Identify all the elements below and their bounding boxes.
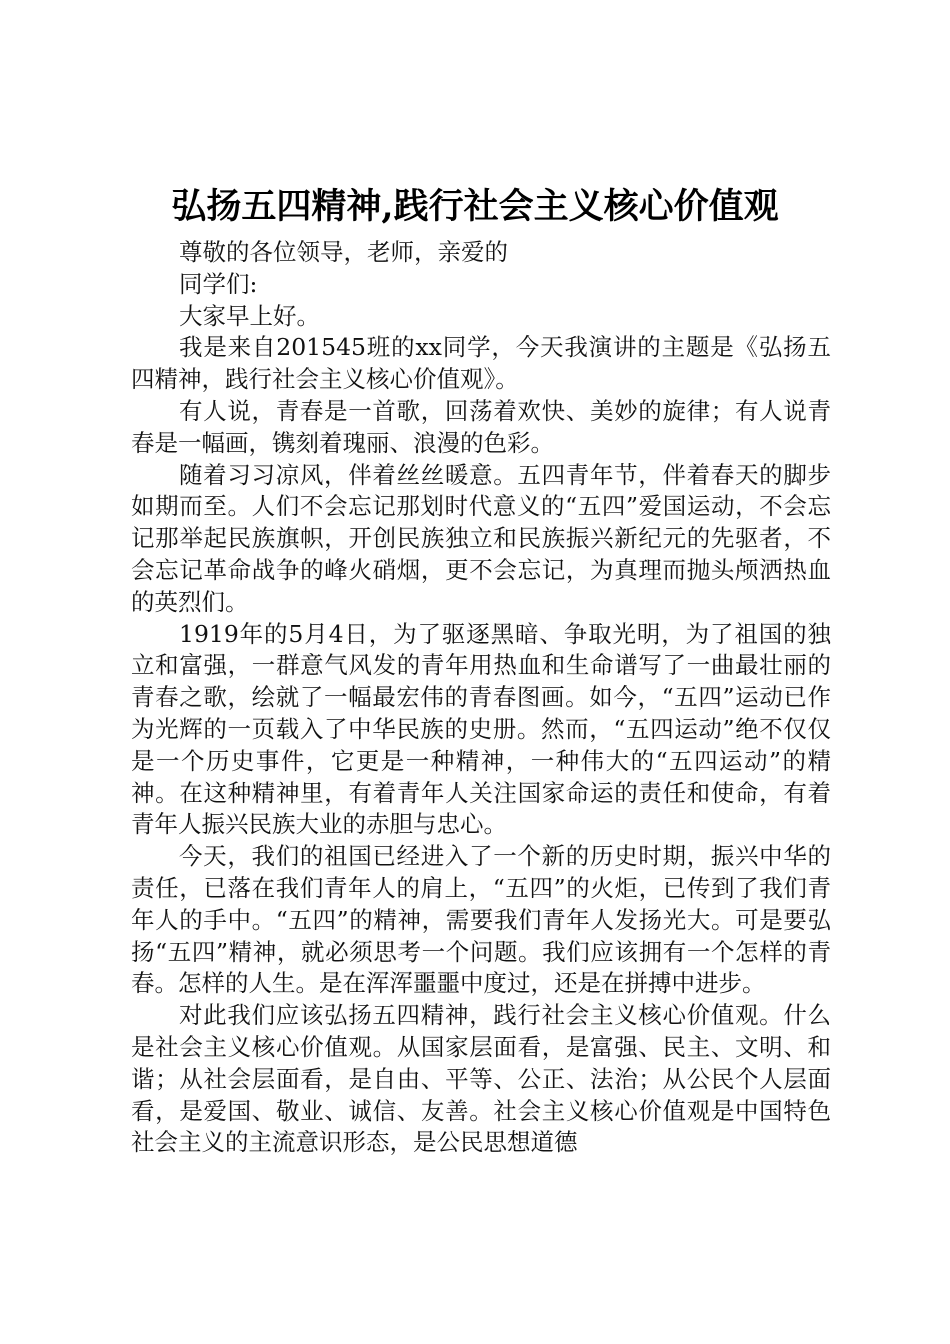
paragraph: 1919年的5月4日，为了驱逐黑暗、争取光明，为了祖国的独立和富强，一群意气风发的青年用热血和生命谱写了一曲最壮丽的青春之歌，绘就了一幅最宏伟的青春图画。如今，“五四”运动已作为光辉的一页载入了中华民族的史册。然而，“五四运动”绝不仅仅是一个历史事件，它更是一种精神，一种伟大的“五四运动”的精神。在这种精神里，有着青年人关注国家命运的责任和使命，有着青年人振兴民族大业的赤胆与忠心。 [131,619,831,839]
greeting-line: 大家早上好。 [179,301,320,330]
salutation-line: 尊敬的各位领导，老师，亲爱的 [179,238,508,266]
paragraph: 随着习习凉风，伴着丝丝暖意。五四青年节，伴着春天的脚步如期而至。人们不会忘记那划时代意义的“五四”爱国运动，不会忘记那举起民族旗帜，开创民族独立和民族振兴新纪元的先驱者，不会忘记革命战争的峰火硝烟，更不会忘记，为真理而抛头颅洒热血的英烈们。 [131,460,831,616]
paragraph: 对此我们应该弘扬五四精神，践行社会主义核心价值观。什么是社会主义核心价值观。从国家层面看，是富强、民主、文明、和谐；从社会层面看，是自由、平等、公正、法治；从公民个人层面看，是爱国、敬业、诚信、友善。社会主义核心价值观是中国特色社会主义的主流意识形态，是公民思想道德 [131,1001,831,1157]
salutation-line: 同学们: [179,269,258,298]
document-body [131,237,831,1159]
paragraph: 今天，我们的祖国已经进入了一个新的历史时期，振兴中华的责任，已落在我们青年人的肩上，“五四”的火炬，已传到了我们青年人的手中。“五四”的精神，需要我们青年人发扬光大。可是要弘扬“五四”精神，就必须思考一个问题。我们应该拥有一个怎样的青春。怎样的人生。是在浑浑噩噩中度过，还是在拼搏中进步。 [131,842,831,998]
paragraph: 有人说，青春是一首歌，回荡着欢快、美妙的旋律；有人说青春是一幅画，镌刻着瑰丽、浪漫的色彩。 [131,396,831,457]
document-title: 弘扬五四精神,践行社会主义核心价值观 [171,186,779,227]
paragraph: 我是来自201545班的xx同学，今天我演讲的主题是《弘扬五四精神，践行社会主义核心价值观》。 [131,333,831,394]
